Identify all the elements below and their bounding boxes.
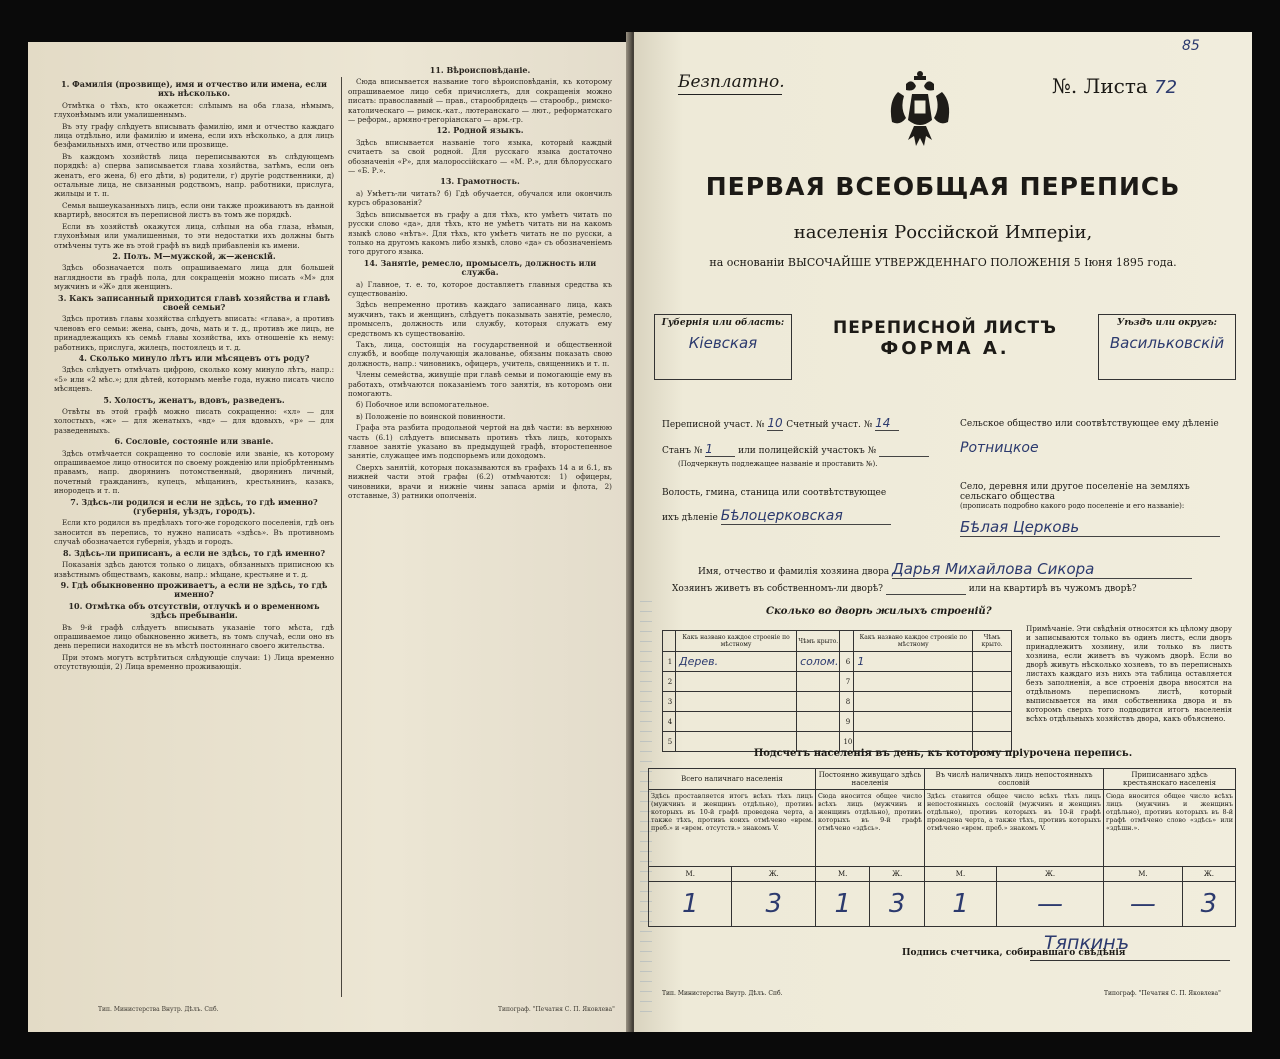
sheet-number (1052, 74, 1177, 98)
instruction-paragraph: Если въ хозяйствѣ окажутся лица, слѣпыя на оба глаза, нѣмыя, глухонѣмыя или умалишенныя, то эти недостатки ихъ должны быть отмѣчены тутъ же въ этой графѣ въ видѣ прибавленія къ имени. (54, 221, 334, 250)
left-printer-mark: Тип. Министерства Внутр. Дѣлъ. Спб. (98, 1006, 219, 1013)
female-column-label: Ж. (732, 867, 816, 882)
building-row (663, 672, 1012, 692)
building-number: 5 (663, 732, 676, 752)
building-roof (797, 672, 840, 692)
building-number: 9 (840, 712, 854, 732)
building-roof: солом. (797, 652, 840, 672)
stan-note: (Подчеркнуть подлежащее названіе и проставить №). (678, 460, 878, 468)
free-label: Безплатно. (678, 72, 785, 92)
tally-count: — (997, 882, 1104, 927)
uezd-label: Уѣздъ или округъ: (1117, 318, 1217, 328)
male-column-label: М. (1104, 867, 1183, 882)
building-name-header-2: Какъ названо каждое строеніе по мѣстному (854, 631, 973, 652)
instruction-paragraph: Здѣсь обозначается полъ опрашиваемаго лица для большей наглядности въ графѣ пола, для сокращенія можно писать «М» для мужчинъ и «Ж» для женщинъ. (54, 263, 334, 292)
instruction-paragraph: Такъ, лица, состоящія на государственной и общественной службѣ, и вообще получающія жалованье, обязаны показать свою должность, напр.: чиновникъ, офицеръ, учитель, священникъ и т. п. (348, 339, 612, 368)
rural-society-value: Ротницкое (960, 440, 1039, 456)
signature-label: Подпись счетчика, собиравшаго свѣдѣнія (902, 948, 1126, 958)
instruction-paragraph: Если кто родился въ предѣлахъ того-же городского поселенія, гдѣ онъ заносится въ перепись, то нужно написать «здѣсь». Въ противномъ случаѣ обозначается губернія, уѣздъ и городъ. (54, 518, 334, 547)
owner-lives-label-2: или на квартирѣ въ чужомъ дворѣ? (968, 584, 1137, 594)
gubernia-value: Кіевская (688, 334, 758, 352)
building-number: 8 (840, 692, 854, 712)
building-roof (973, 692, 1012, 712)
gubernia-box (654, 314, 792, 380)
female-column-label: Ж. (1182, 867, 1235, 882)
building-number: 10 (840, 732, 854, 752)
tally-count: 1 (924, 882, 996, 927)
instruction-heading: 1. Фамилія (прозвище), имя и отчество или имена, если ихъ нѣсколько. (61, 79, 327, 99)
census-title: ПЕРВАЯ ВСЕОБЩАЯ ПЕРЕПИСЬ (705, 172, 1181, 201)
tally-count: 3 (870, 882, 924, 927)
census-district-field (662, 416, 899, 431)
form-title-line2: ФОРМА А. (880, 338, 1010, 359)
village-field (960, 482, 1226, 537)
village-note: (прописать подробно какого родо поселеніе и его названіе): (960, 502, 1185, 510)
instruction-paragraph: Здѣсь непременно противъ каждаго записаннаго лица, какъ мужчинъ, такъ и женщинъ, слѣдуетъ показывать занятіе, ремесло, промыселъ, должность или службу, которыя служатъ ему средствомъ къ существованію. (348, 300, 612, 338)
census-book (28, 32, 1252, 1032)
building-row (663, 652, 1012, 672)
building-name (854, 672, 973, 692)
building-number: 3 (663, 692, 676, 712)
building-name: Дерев. (676, 652, 797, 672)
instruction-paragraph: а) Умѣетъ-ли читать? б) Гдѣ обучается, обучался или окончилъ курсъ образованія? (348, 188, 612, 208)
rural-society-field (960, 412, 1226, 462)
building-roof-header: Чѣмъ крыто. (797, 631, 840, 652)
male-column-label: М. (649, 867, 732, 882)
instruction-heading: 13. Грамотность. (440, 176, 520, 187)
tally-header: Приписаннаго здѣсь крестьянскаго населенія (1104, 769, 1236, 790)
instruction-paragraph: Отмѣтка о тѣхъ, кто окажется: слѣпымъ на оба глаза, нѣмымъ, глухонѣмымъ или умалишеннымъ. (54, 100, 334, 120)
building-number: 1 (663, 652, 676, 672)
sheet-number-label: №. Листа (1052, 74, 1148, 98)
tally-count: 3 (1182, 882, 1235, 927)
column-divider (341, 77, 342, 997)
building-number: 2 (663, 672, 676, 692)
tally-title: Подсчетъ населенія въ день, къ которому пріурочена перепись. (753, 748, 1133, 759)
census-form-page (634, 32, 1252, 1032)
instruction-heading: 5. Холостъ, женатъ, вдовъ, разведенъ. (103, 394, 285, 405)
free-underline (678, 94, 782, 95)
counting-district-label: Счетный участ. № (786, 420, 873, 430)
building-roof (797, 712, 840, 732)
sheet-number-value: 72 (1154, 77, 1178, 98)
tally-description: Здѣсь проставляется итогъ всѣхъ тѣхъ лицъ (мужчинъ и женщинъ отдѣльно), противъ которыхъ въ 10-й графѣ проведена черта, а также тѣхъ, противъ коихъ отмѣчено «врем. преб.» и «врем. отсутств.» знакомъ V. (649, 790, 816, 867)
owner-lives-label: Хозяинъ живетъ въ собственномъ-ли дворѣ? (672, 584, 883, 594)
right-printer-mark: Типограф. "Печатня С. П. Яковлева" (498, 1006, 615, 1013)
stan-field (662, 442, 929, 457)
building-name (854, 692, 973, 712)
instruction-paragraph: Въ эту графу слѣдуетъ вписывать фамилію, имя и отчество каждаго лица отдѣльно, или фамилію и имена, если ихъ нѣсколько, а для лицъ безфамильныхъ имя, отчество или прозвище. (54, 121, 334, 150)
instruction-paragraph: При этомъ могутъ встрѣтиться слѣдующіе случаи: 1) Лица временно отсутствующія, 2) Лица временно проживающія. (54, 652, 334, 672)
instruction-paragraph: Сверхъ занятій, которыя показываются въ графахъ 14 а и 6.1, въ нижней части этой графы (6.2) отмѣчаются: 1) офицеры, чиновники, врачи и нижніе чины запаса арміи и флота, 2) отставные, 3) ратники ополченія. (348, 462, 612, 501)
building-number: 6 (840, 652, 854, 672)
instruction-paragraph: Въ 9-й графѣ слѣдуетъ вписывать указаніе того мѣста, гдѣ опрашиваемое лицо обыкновенно живетъ, въ томъ случаѣ, если оно въ день переписи находится не въ мѣстѣ постояннаго своего жительства. (54, 622, 334, 651)
volost-label-2: ихъ дѣленіе (662, 513, 718, 523)
instruction-heading: 6. Сословіе, состояніе или званіе. (114, 436, 274, 447)
instructions-page (28, 42, 630, 1032)
building-roof-header-2: Чѣмъ крыто. (973, 631, 1012, 652)
building-number: 4 (663, 712, 676, 732)
instruction-paragraph: Семья вышеуказанныхъ лицъ, если они также проживаютъ въ данной квартирѣ, вносятся въ переписной листъ въ томъ же порядкѣ. (54, 200, 334, 220)
instruction-heading: 2. Полъ. М—мужской, ж—женскій. (112, 250, 276, 261)
tally-count: 3 (732, 882, 816, 927)
building-row (663, 712, 1012, 732)
volost-field (662, 488, 922, 525)
form-printer-mark-right: Типограф. "Печатня С. П. Яковлева" (1104, 990, 1221, 997)
male-column-label: М. (815, 867, 869, 882)
tally-count: 1 (815, 882, 869, 927)
population-tally-table (648, 768, 1236, 927)
instruction-paragraph: Здѣсь противъ главы хозяйства слѣдуетъ вписать: «глава», а противъ членовъ его семьи: жена, сынъ, дочь, мать и т. д., противъ же лицъ, не принадлежащихъ къ семьѣ главы хозяйства, ихъ отношеніе къ нему: работникъ, прислуга, жилецъ, постоялецъ и т. д. (54, 314, 334, 352)
uezd-value: Васильковскій (1109, 334, 1225, 352)
form-printer-mark-left: Тип. Министерства Внутр. Дѣлъ. Спб. (662, 990, 783, 997)
page-number: 85 (1182, 38, 1200, 54)
rural-society-label: Сельское общество или соотвѣтствующее ему дѣленіе (960, 419, 1219, 429)
instructions-column-1 (54, 78, 334, 1003)
police-value (879, 446, 929, 457)
instruction-paragraph: Показанія здѣсь даются только о лицахъ, обязанныхъ приписною къ извѣстнымъ обществамъ, каковы, напр.: мѣщане, крестьяне и т. д. (54, 560, 334, 579)
instruction-paragraph: Здѣсь отмѣчается сокращенно то сословіе или званіе, къ которому опрашиваемое лицо относится по своему рожденію или пріобрѣтеннымъ правамъ, напр. дворянинъ потомственный, дворянинъ личный, почетный гражданинъ, купецъ, мѣщанинъ, крестьянинъ, казакъ, инородецъ и т. п. (54, 448, 334, 496)
instruction-paragraph: Здѣсь вписывается въ графу а для тѣхъ, кто умѣетъ читать по русски слово «да», для тѣхъ, кто не умѣетъ читать ни на какомъ языкѣ слово «нѣтъ». Для тѣхъ, кто умѣетъ читать не по русски, а только на другомъ какомъ либо языкѣ, слово «да» съ обозначеніемъ того другого языка. (348, 209, 612, 257)
building-name: 1 (854, 652, 973, 672)
instruction-paragraph: Члены семейства, живущіе при главѣ семьи и помогающіе ему въ работахъ, отмѣчаются показаніемъ того занятія, въ которомъ они помогаютъ. (348, 370, 612, 398)
tally-header: Постоянно живущаго здѣсь населенія (815, 769, 924, 790)
owner-field (698, 560, 1192, 579)
instruction-heading: 14. Занятіе, ремесло, промыселъ, должность или служба. (363, 257, 597, 278)
instruction-paragraph: Отвѣты въ этой графѣ можно писать сокращенно: «хл» — для холостыхъ, «ж» — для женатыхъ, «вд» — для вдовыхъ, «р» — для разведенныхъ. (54, 407, 334, 435)
instruction-paragraph: Графа эта разбита продольной чертой на двѣ части: въ верхнюю часть (6.1) слѣдуетъ вписывать противъ тѣхъ лицъ, которыхъ главное занятіе указано въ предыдущей графѣ, второстепенное занятіе, служащее имъ подспорьемъ или доходомъ. (348, 423, 612, 461)
building-roof (973, 652, 1012, 672)
imperial-eagle-icon (884, 70, 956, 160)
stan-label: Станъ № (662, 446, 703, 456)
instruction-heading: 12. Родной языкъ. (436, 125, 524, 136)
building-name (676, 672, 797, 692)
form-title-line1: ПЕРЕПИСНОЙ ЛИСТЪ (832, 318, 1058, 338)
instruction-paragraph: в) Положеніе по воинской повинности. (356, 411, 506, 421)
tally-count: 1 (649, 882, 732, 927)
male-column-label: М. (924, 867, 996, 882)
volost-value: Бѣлоцерковская (721, 508, 891, 525)
buildings-note: Примѣчаніе. Эти свѣдѣнія относятся къ цѣлому двору и записываются только въ одинъ листъ, если дворъ принадлежитъ хозяину, или только въ листъ хозяина, если живетъ въ чужомъ дворѣ. Если во дворѣ живутъ нѣсколько хозяевъ, то въ переписныхъ листахъ каждаго изъ нихъ эта таблица оставляется безъ заполненія, а все строенія двора вносятся на отдѣльномъ переписномъ листѣ, который выписывается на имя собственника двора и въ которомъ сверхъ того подводится итогъ населенія всѣхъ отдѣльныхъ хозяйствъ двора, какъ объяснено. (1026, 624, 1232, 723)
village-value: Бѣлая Церковь (960, 518, 1220, 537)
buildings-label: Сколько во дворѣ жилыхъ строеній? (766, 606, 992, 617)
building-roof (797, 692, 840, 712)
building-roof (973, 672, 1012, 692)
counting-district-value: 14 (875, 416, 899, 431)
census-subtitle: населенія Россійской Имперіи, (793, 222, 1093, 243)
instruction-paragraph: б) Побочное или вспомогательное. (356, 400, 490, 410)
owner-lives-field (672, 584, 1137, 595)
header-boxes (654, 314, 1236, 382)
building-name-header: Какъ названо каждое строеніе по мѣстному (676, 631, 797, 652)
village-label: Село, деревня или другое поселеніе на земляхъ сельскаго общества (960, 482, 1190, 502)
tally-description: Сюда вносится общее число всѣхъ лицъ (мужчинъ и женщинъ отдѣльно), противъ которыхъ въ 8-й графѣ отмѣчено слово «здѣсь» или «здѣшн.». (1104, 790, 1236, 867)
instruction-paragraph: а) Главное, т. е. то, которое доставляетъ главныя средства къ существованію. (348, 279, 612, 298)
instruction-heading: 7. Здѣсь-ли родился и если не здѣсь, то гдѣ именно? (губернія, уѣздъ, городъ). (70, 496, 318, 517)
instruction-heading: 10. Отмѣтка объ отсутствіи, отлучкѣ и о временномъ здѣсь пребываніи. (68, 600, 320, 621)
volost-label: Волость, гмина, станица или соотвѣтствующее (662, 488, 887, 498)
tally-header: Всего наличнаго населенія (649, 769, 816, 790)
building-name (676, 692, 797, 712)
tally-header: Въ числѣ наличныхъ лицъ непостоянныхъ сословій (924, 769, 1103, 790)
uezd-box (1098, 314, 1236, 380)
owner-label: Имя, отчество и фамилія хозяина двора (698, 567, 890, 577)
building-name (676, 712, 797, 732)
instruction-heading: 8. Здѣсь-ли приписанъ, а если не здѣсь, то гдѣ именно? (62, 547, 325, 558)
female-column-label: Ж. (870, 867, 924, 882)
counter-signature: Тяпкинъ (1044, 932, 1130, 954)
instruction-paragraph: Сюда вписывается название того вѣроисповѣданія, къ которому опрашиваемое лицо себя причисляетъ, для сокращенія можно писать: православный — прав., старообрядецъ — старообр., римско-католическаго — римск.-кат., лютеранскаго — лют., реформатскаго — реформ., армяно-грегоріанскаго — арм.-гр. (348, 77, 612, 125)
owner-value: Дарья Михайлова Сикора (892, 560, 1192, 579)
female-column-label: Ж. (997, 867, 1104, 882)
building-row (663, 692, 1012, 712)
instruction-heading: 4. Сколько минуло лѣтъ или мѣсяцевъ отъ роду? (78, 352, 310, 363)
tally-description: Сюда вносится общее число всѣхъ лицъ (мужчинъ и женщинъ отдѣльно), противъ которыхъ въ 9-й графѣ отмѣчено «здѣсь». (815, 790, 924, 867)
census-district-value: 10 (767, 416, 783, 430)
instruction-paragraph: Въ каждомъ хозяйствѣ лица переписываются въ слѣдующемъ порядкѣ: а) сперва записывается глава хозяйства, затѣмъ, если онъ женатъ, его жена, б) его дѣти, в) родители, г) другіе родственники, д) остальные лица, не связанныя родствомъ, напр. работники, прислуга, жильцы и т. п. (54, 151, 334, 199)
instruction-heading: 11. Вѣроисповѣданіе. (429, 65, 531, 75)
instruction-paragraph: Здѣсь вписывается названіе того языка, который каждый считаетъ за свой родной. Для русскаго языка достаточно обозначенія «Р», для малороссійскаго — «М. Р.», для бѣлорусскаго — «Б. Р.». (348, 137, 612, 176)
instructions-column-2 (348, 64, 612, 994)
census-district-label: Переписной участ. № (662, 420, 765, 430)
building-name (854, 712, 973, 732)
building-number: 7 (840, 672, 854, 692)
tally-count: — (1104, 882, 1183, 927)
buildings-table (662, 630, 1012, 752)
form-title (804, 318, 1086, 359)
instruction-paragraph: Здѣсь слѣдуетъ отмѣчать цифрою, сколько кому минуло лѣтъ, напр.: «5» или «2 мѣс.»; для дѣтей, которымъ менѣе года, нужно писать число мѣсяцевъ. (54, 365, 334, 394)
instruction-heading: 3. Какъ записанный приходится главѣ хозяйства и главѣ своей семьи? (58, 292, 330, 312)
police-label: или полицейскій участокъ № (738, 446, 877, 456)
census-basis: на основаніи ВЫСОЧАЙШЕ УТВЕРЖДЕННАГО ПОЛОЖЕНІЯ 5 Іюня 1895 года. (709, 256, 1177, 269)
building-roof (973, 712, 1012, 732)
gubernia-label: Губернія или область: (661, 318, 785, 328)
stan-value: 1 (705, 442, 735, 457)
tally-description: Здѣсь ставится общее число всѣхъ тѣхъ лицъ непостоянныхъ сословій (мужчинъ и женщинъ отдѣльно), противъ которыхъ въ 10-й графѣ проведена черта, а также тѣхъ, противъ которыхъ отмѣчено «врем. преб.» знакомъ V. (924, 790, 1103, 867)
owner-lives-value (886, 584, 966, 595)
instruction-heading: 9. Гдѣ обыкновенно проживаетъ, а если не здѣсь, то гдѣ именно? (60, 579, 328, 600)
